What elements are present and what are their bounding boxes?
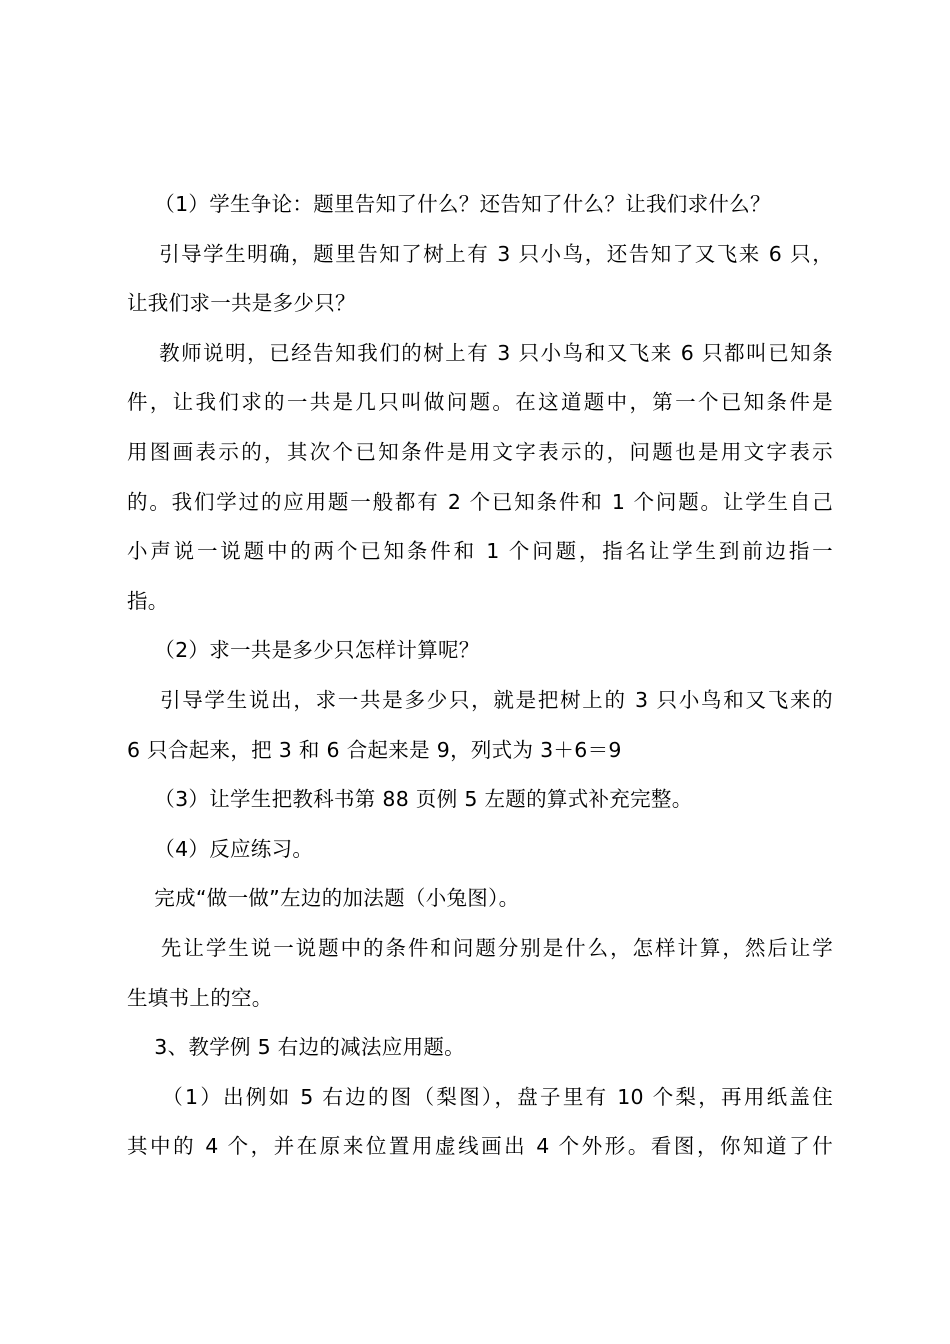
text-line: 用图画表示的，其次个已知条件是用文字表示的，问题也是用文字表示: [127, 439, 833, 464]
text-line: 让我们求一共是多少只？: [127, 291, 356, 316]
text-line: 教师说明，已经告知我们的树上有 3 只小鸟和又飞来 6 只都叫已知条: [127, 340, 833, 365]
text-line: （4）反应练习。: [127, 836, 314, 861]
text-line: 6 只合起来，把 3 和 6 合起来是 9，列式为 3＋6＝9: [127, 737, 622, 762]
paragraph-3: [127, 329, 833, 627]
paragraph-8: [127, 874, 833, 924]
text-line: 完成“做一做”左边的加法题（小兔图）。: [127, 886, 520, 911]
text-line: 的。我们学过的应用题一般都有 2 个已知条件和 1 个问题。让学生自己: [127, 489, 833, 514]
paragraph-2: [127, 230, 833, 329]
text-line: 先让学生说一说题中的条件和问题分别是什么，怎样计算，然后让学: [127, 935, 833, 960]
text-line: 件，让我们求的一共是几只叫做问题。在这道题中，第一个已知条件是: [127, 390, 833, 415]
paragraph-10: [127, 1023, 833, 1073]
document-body: [127, 180, 833, 1172]
text-line: （2）求一共是多少只怎样计算呢？: [127, 638, 480, 663]
text-line: （3）让学生把教科书第 88 页例 5 左题的算式补充完整。: [127, 787, 693, 812]
paragraph-4: [127, 626, 833, 676]
text-line: 指。: [127, 588, 169, 613]
text-line: （1）学生争论：题里告知了什么？还告知了什么？让我们求什么？: [127, 192, 771, 216]
text-line: 3、教学例 5 右边的减法应用题。: [127, 1035, 465, 1060]
text-line: 引导学生明确，题里告知了树上有 3 只小鸟，还告知了又飞来 6 只，: [127, 241, 833, 266]
paragraph-6: [127, 775, 833, 825]
paragraph-1: [127, 180, 833, 230]
text-line: 小声说一说题中的两个已知条件和 1 个问题，指名让学生到前边指一: [127, 539, 833, 564]
paragraph-11: [127, 1073, 833, 1172]
text-line: （1）出例如 5 右边的图（梨图），盘子里有 10 个梨，再用纸盖住: [127, 1084, 833, 1109]
text-line: 生填书上的空。: [127, 985, 273, 1010]
text-line: 其中的 4 个，并在原来位置用虚线画出 4 个外形。看图，你知道了什: [127, 1134, 833, 1159]
paragraph-7: [127, 825, 833, 875]
text-line: 引导学生说出，求一共是多少只，就是把树上的 3 只小鸟和又飞来的: [127, 687, 833, 712]
paragraph-5: [127, 676, 833, 775]
paragraph-9: [127, 924, 833, 1023]
